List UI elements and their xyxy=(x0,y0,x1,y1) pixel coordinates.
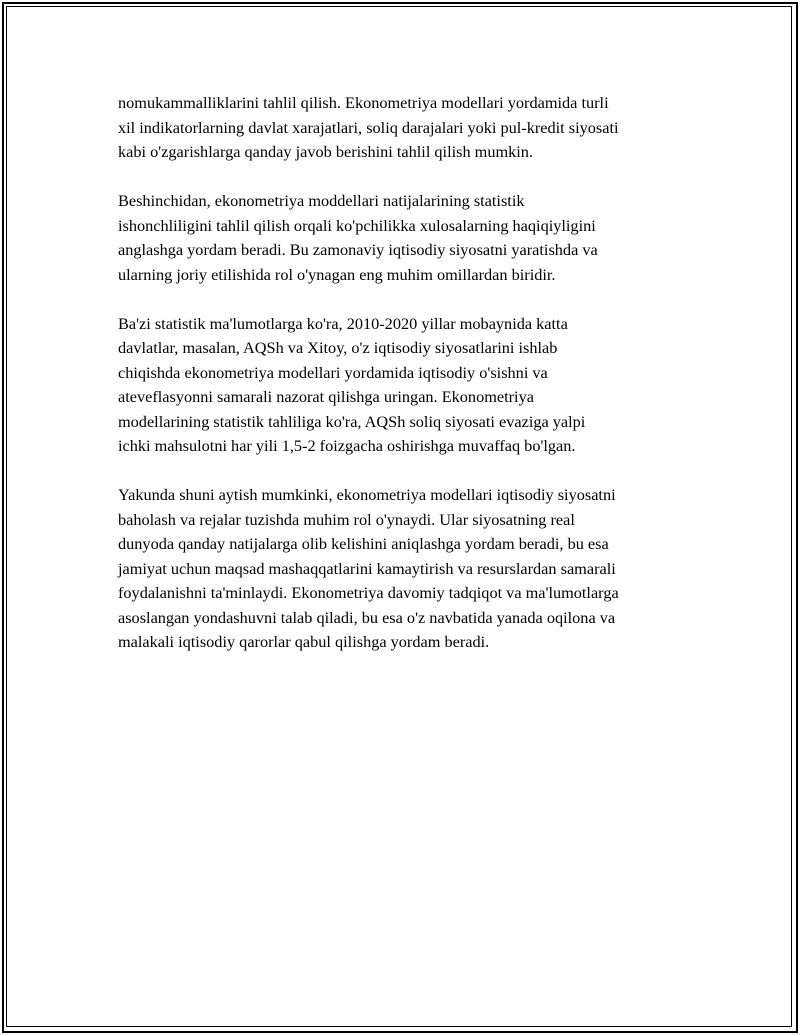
text-line: ularning joriy etilishida rol o'ynagan eng muhim omillardan biridir. xyxy=(118,264,556,284)
text-line: kabi o'zgarishlarga qanday javob berishini tahlil qilish mumkin. xyxy=(118,142,534,161)
text-line: malakali iqtisodiy qarorlar qabul qilishga yordam beradi. xyxy=(118,632,490,651)
paragraph-3 xyxy=(118,312,698,459)
text-line: asoslangan yondashuvni talab qiladi, bu esa o'z navbatida yanada oqilona va xyxy=(118,607,616,627)
text-line: nomukammalliklarini tahlil qilish. Ekonometriya modellari yordamida turli xyxy=(118,93,609,112)
text-line: anglashga yordam beradi. Bu zamonaviy iqtisodiy siyosatni yaratishda va xyxy=(118,240,598,259)
document-body xyxy=(118,91,698,679)
text-line: ateveflasyonni samarali nazorat qilishga uringan. Ekonometriya xyxy=(118,387,534,406)
text-line: dunyoda qanday natijalarga olib kelishini aniqlashga yordam beradi, bu esa xyxy=(118,534,609,553)
text-line: ichki mahsulotni har yili 1,5-2 foizgacha oshirishga muvaffaq bo'lgan. xyxy=(118,436,576,455)
text-line: modellarining statistik tahliliga ko'ra, AQSh soliq siyosati evaziga yalpi xyxy=(118,411,586,431)
text-line: Ba'zi statistik ma'lumotlarga ko'ra, 2010-2020 yillar mobaynida katta xyxy=(118,313,568,333)
text-line: baholash va rejalar tuzishda muhim rol o'ynaydi. Ular siyosatning real xyxy=(118,509,575,529)
text-line: xil indikatorlarning davlat xarajatlari, soliq darajalari yoki pul-kredit siyosati xyxy=(118,117,619,137)
text-line: foydalanishni ta'minlaydi. Ekonometriya davomiy tadqiqot va ma'lumotlarga xyxy=(118,583,619,602)
text-line: chiqishda ekonometriya modellari yordamida iqtisodiy o'sishni va xyxy=(118,362,548,382)
text-line: ishonchliligini tahlil qilish orqali ko'pchilikka xulosalarning haqiqiyligini xyxy=(118,215,596,235)
paragraph-4 xyxy=(118,483,698,655)
text-line: jamiyat uchun maqsad mashaqqatlarini kamaytirish va resurslardan samarali xyxy=(118,558,616,578)
paragraph-1 xyxy=(118,91,698,165)
text-line: davlatlar, masalan, AQSh va Xitoy, o'z iqtisodiy siyosatlarini ishlab xyxy=(118,338,558,357)
text-line: Yakunda shuni aytish mumkinki, ekonometriya modellari iqtisodiy siyosatni xyxy=(118,485,616,504)
paragraph-2 xyxy=(118,189,698,287)
text-line: Beshinchidan, ekonometriya moddellari natijalarining statistik xyxy=(118,191,525,210)
